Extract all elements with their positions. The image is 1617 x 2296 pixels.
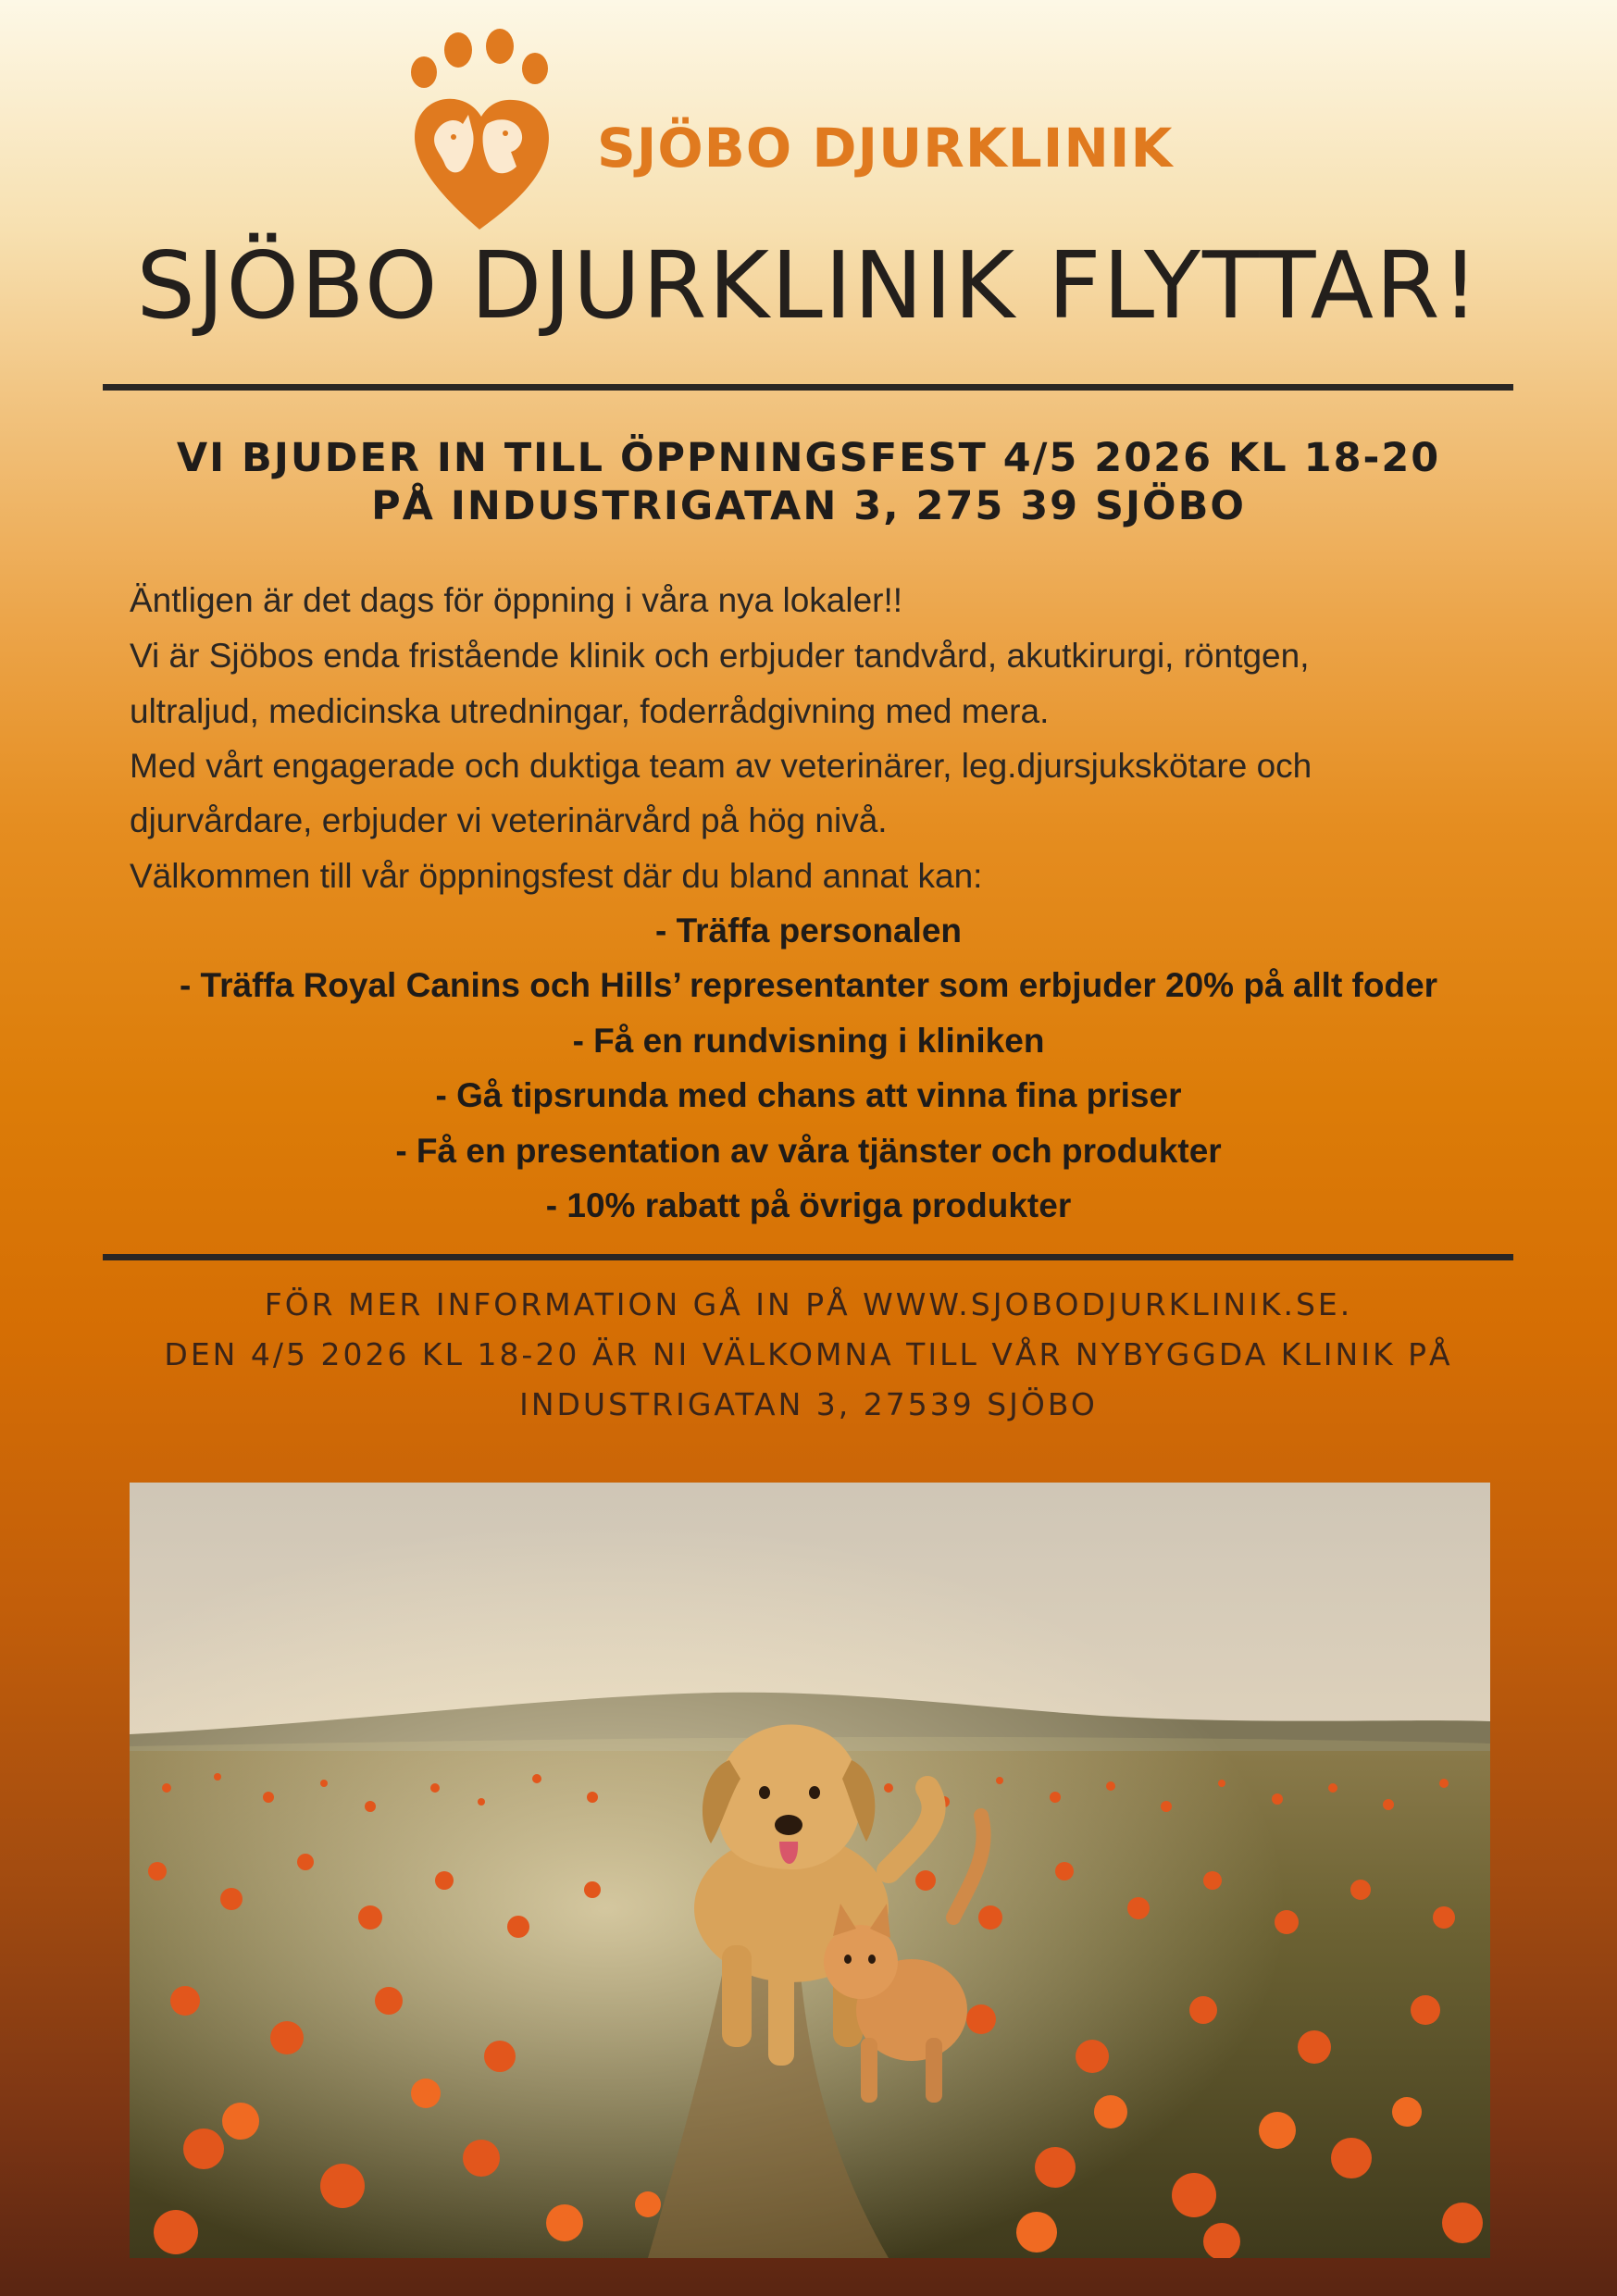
info-line-2: DEN 4/5 2026 KL 18-20 ÄR NI VÄLKOMNA TILL VÅR NYBYGGDA KLINIK PÅ [164,1336,1453,1372]
body-line-1: Äntligen är det dags för öppning i våra nya lokaler!! [130,581,903,619]
body-line-5: djurvårdare, erbjuder vi veterinärvård på hög nivå. [130,801,888,839]
paw-heart-logo-icon [407,28,592,250]
photo-illustration [130,1483,1490,2258]
bottom-divider [103,1254,1513,1260]
info-line-1: FÖR MER INFORMATION GÅ IN PÅ WWW.SJOBODJURKLINIK.SE. [264,1286,1353,1322]
clinic-logo [407,28,1240,250]
bullet-item: - Få en presentation av våra tjänster och produkter [395,1132,1222,1170]
dog-and-cat-poppy-field-photo [130,1483,1490,2258]
bullet-item: - Träffa Royal Canins och Hills’ representanter som erbjuder 20% på allt foder [179,966,1438,1004]
body-line-4: Med vårt engagerade och duktiga team av veterinärer, leg.djursjukskötare och [130,747,1312,785]
logo-text: SJÖBO DJURKLINIK [597,117,1174,180]
info-line-3: INDUSTRIGATAN 3, 27539 SJÖBO [519,1386,1098,1422]
invite-line-1: VI BJUDER IN TILL ÖPPNINGSFEST 4/5 2026 KL 18-20 [176,435,1441,481]
body-line-3: ultraljud, medicinska utredningar, foderrådgivning med mera. [130,692,1050,730]
top-divider [103,384,1513,391]
bullet-item: - Få en rundvisning i kliniken [572,1022,1045,1060]
body-line-2: Vi är Sjöbos enda fristående klinik och erbjuder tandvård, akutkirurgi, röntgen, [130,637,1310,675]
body-line-6: Välkommen till vår öppningsfest där du bland annat kan: [130,857,983,895]
bullet-item: - Gå tipsrunda med chans att vinna fina priser [435,1076,1182,1114]
bullet-item: - Träffa personalen [654,912,963,949]
page-title: SJÖBO DJURKLINIK FLYTTAR! [136,231,1481,340]
invite-line-2: PÅ INDUSTRIGATAN 3, 275 39 SJÖBO [371,483,1246,529]
bullet-item: - 10% rabatt på övriga produkter [545,1186,1072,1224]
